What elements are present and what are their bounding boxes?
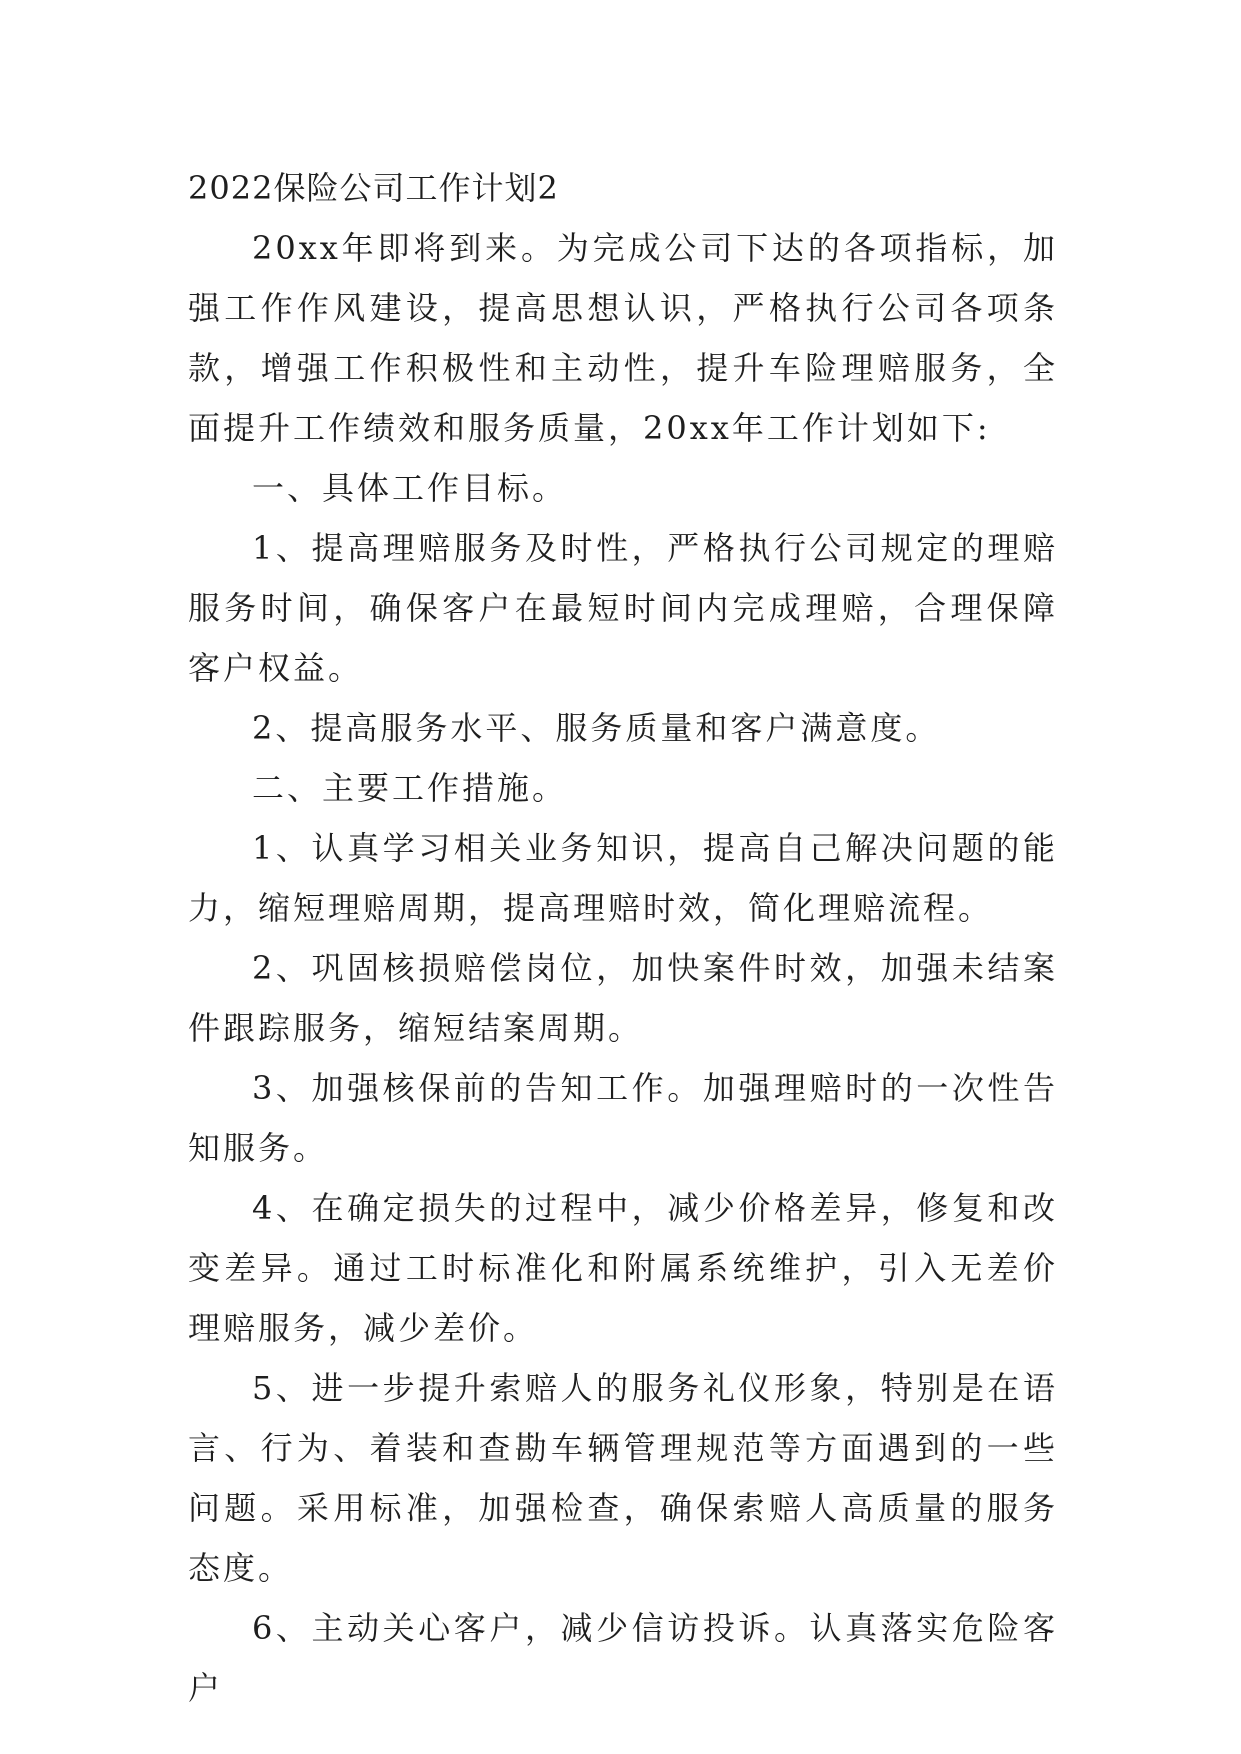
measure-item-2: 2、巩固核损赔偿岗位，加快案件时效，加强未结案件跟踪服务，缩短结案周期。 [188,949,1058,1047]
goal-item-2: 2、提高服务水平、服务质量和客户满意度。 [252,709,941,747]
measure-item-3: 3、加强核保前的告知工作。加强理赔时的一次性告知服务。 [188,1069,1058,1167]
document-title: 2022保险公司工作计划2 [188,169,559,207]
measure-item-4: 4、在确定损失的过程中，减少价格差异，修复和改变差异。通过工时标准化和附属系统维护，引入无差价理赔服务，减少差价。 [188,1189,1058,1347]
heading-main-measures: 二、主要工作措施。 [252,769,568,807]
measure-item-5: 5、进一步提升索赔人的服务礼仪形象，特别是在语言、行为、着装和查勘车辆管理规范等方面遇到的一些问题。采用标准，加强检查，确保索赔人高质量的服务态度。 [188,1369,1058,1587]
document-body [188,158,1058,1718]
paragraph-intro: 20xx年即将到来。为完成公司下达的各项指标，加强工作作风建设，提高思想认识，严格执行公司各项条款，增强工作积极性和主动性，提升车险理赔服务，全面提升工作绩效和服务质量，20xx年工作计划如下: [188,229,1058,447]
measure-item-1: 1、认真学习相关业务知识，提高自己解决问题的能力，缩短理赔周期，提高理赔时效，简化理赔流程。 [188,829,1058,927]
goal-item-1: 1、提高理赔服务及时性，严格执行公司规定的理赔服务时间，确保客户在最短时间内完成理赔，合理保障客户权益。 [188,529,1058,687]
heading-specific-goals: 一、具体工作目标。 [252,469,568,507]
measure-item-6: 6、主动关心客户，减少信访投诉。认真落实危险客户 [188,1609,1058,1707]
